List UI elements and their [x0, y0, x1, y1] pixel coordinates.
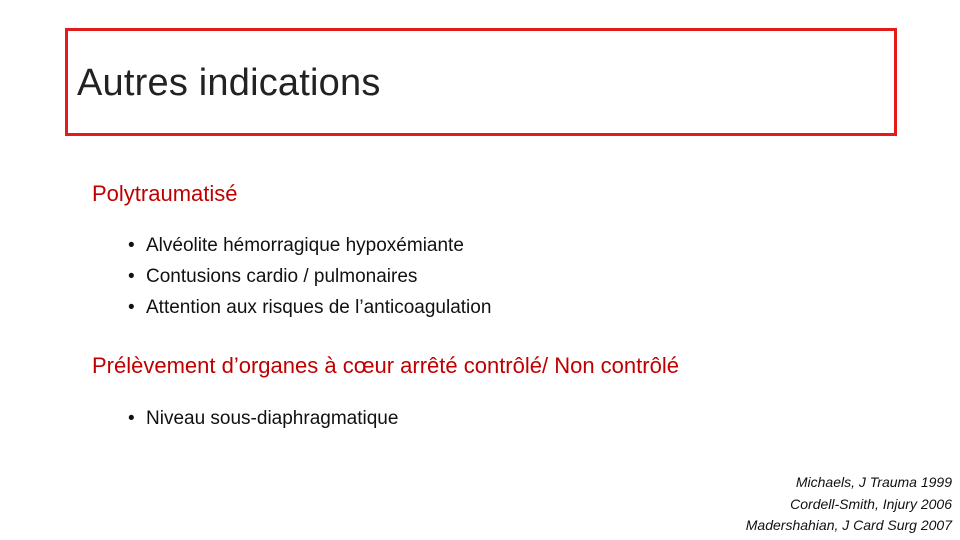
reference-line: Madershahian, J Card Surg 2007 — [745, 517, 952, 533]
list-item-text: Alvéolite hémorragique hypoxémiante — [146, 235, 464, 256]
list-item-text: Contusions cardio / pulmonaires — [146, 266, 418, 287]
list-item-text: Attention aux risques de l’anticoagulation — [146, 297, 492, 318]
references — [746, 472, 952, 537]
bullet-icon: • — [128, 266, 135, 287]
title-box — [65, 28, 897, 136]
list-item — [128, 230, 491, 261]
bullet-icon: • — [128, 235, 135, 256]
bullet-list-prelevement — [128, 403, 398, 434]
section-heading-prelevement: Prélèvement d’organes à cœur arrêté contrôlé/ Non contrôlé — [92, 353, 679, 378]
bullet-icon: • — [128, 297, 135, 318]
reference-line: Cordell-Smith, Injury 2006 — [790, 495, 952, 512]
slide-title: Autres indications — [77, 62, 381, 104]
bullet-icon: • — [128, 408, 135, 429]
list-item — [128, 292, 491, 323]
list-item — [128, 403, 398, 434]
section-heading-polytraumatise: Polytraumatisé — [92, 181, 238, 206]
list-item-text: Niveau sous-diaphragmatique — [146, 408, 399, 429]
bullet-list-polytraumatise — [128, 230, 491, 323]
reference-line: Michaels, J Trauma 1999 — [795, 474, 952, 490]
list-item — [128, 261, 491, 292]
